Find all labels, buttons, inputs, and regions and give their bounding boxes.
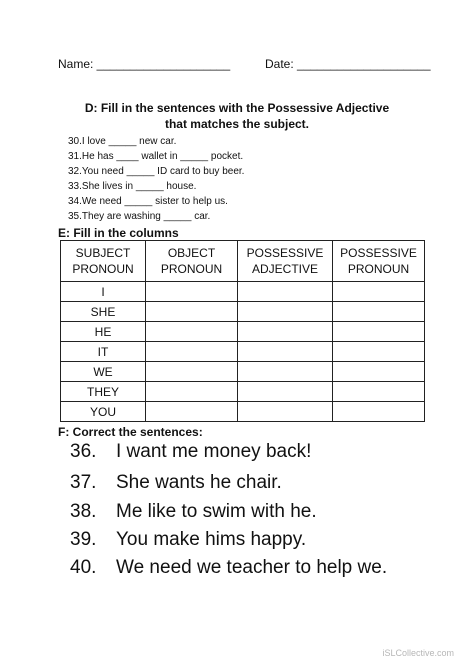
table-row (61, 362, 425, 382)
section-f-title: F: Correct the sentences: (58, 425, 203, 439)
pronoun-answer-cell[interactable] (333, 282, 425, 302)
adjective-answer-cell[interactable] (238, 402, 333, 422)
pronoun-answer-cell[interactable] (333, 302, 425, 322)
section-e-title: E: Fill in the columns (58, 226, 179, 240)
sentence-35: 35.They are washing _____ car. (68, 211, 211, 222)
sentence-32: 32.You need _____ ID card to buy beer. (68, 166, 245, 177)
correction-item-37: 37. She wants he chair. (70, 472, 282, 493)
name-field: Name: ____________________ (58, 57, 231, 71)
correction-item-39: 39. You make hims happy. (70, 529, 307, 550)
adjective-answer-cell[interactable] (238, 282, 333, 302)
section-d-title-line1: D: Fill in the sentences with the Possessive Adjective (84, 101, 390, 115)
pronoun-answer-cell[interactable] (333, 342, 425, 362)
sentence-31: 31.He has ____ wallet in _____ pocket. (68, 151, 244, 162)
subject-cell: THEY (61, 382, 146, 402)
subject-cell: SHE (61, 302, 146, 322)
table-row (61, 322, 425, 342)
header-possessive-pronoun: POSSESSIVE PRONOUN (333, 241, 425, 282)
subject-cell: WE (61, 362, 146, 382)
table-header-row (61, 241, 425, 282)
object-answer-cell[interactable] (146, 282, 238, 302)
adjective-answer-cell[interactable] (238, 382, 333, 402)
object-answer-cell[interactable] (146, 362, 238, 382)
header-subject-pronoun: SUBJECT PRONOUN (61, 241, 146, 282)
subject-cell: YOU (61, 402, 146, 422)
pronoun-table (60, 240, 425, 422)
sentence-30: 30.I love _____ new car. (68, 136, 177, 147)
table-row (61, 342, 425, 362)
adjective-answer-cell[interactable] (238, 322, 333, 342)
object-answer-cell[interactable] (146, 302, 238, 322)
header-object-pronoun: OBJECT PRONOUN (146, 241, 238, 282)
subject-cell: IT (61, 342, 146, 362)
correction-item-36: 36. I want me money back! (70, 441, 312, 462)
adjective-answer-cell[interactable] (238, 362, 333, 382)
adjective-answer-cell[interactable] (238, 302, 333, 322)
table-row (61, 402, 425, 422)
sentence-34: 34.We need _____ sister to help us. (68, 196, 228, 207)
object-answer-cell[interactable] (146, 342, 238, 362)
pronoun-answer-cell[interactable] (333, 402, 425, 422)
header-possessive-adjective: POSSESSIVE ADJECTIVE (238, 241, 333, 282)
object-answer-cell[interactable] (146, 382, 238, 402)
table-row (61, 282, 425, 302)
correction-item-40: 40. We need we teacher to help we. (70, 557, 388, 578)
subject-cell: HE (61, 322, 146, 342)
pronoun-answer-cell[interactable] (333, 362, 425, 382)
date-field: Date: ____________________ (265, 57, 431, 71)
adjective-answer-cell[interactable] (238, 342, 333, 362)
subject-cell: I (61, 282, 146, 302)
pronoun-answer-cell[interactable] (333, 322, 425, 342)
table-row (61, 382, 425, 402)
watermark: iSLCollective.com (382, 648, 454, 658)
sentence-33: 33.She lives in _____ house. (68, 181, 197, 192)
correction-item-38: 38. Me like to swim with he. (70, 501, 317, 522)
section-d-title-line2: that matches the subject. (164, 117, 310, 131)
table-row (61, 302, 425, 322)
object-answer-cell[interactable] (146, 402, 238, 422)
object-answer-cell[interactable] (146, 322, 238, 342)
pronoun-answer-cell[interactable] (333, 382, 425, 402)
